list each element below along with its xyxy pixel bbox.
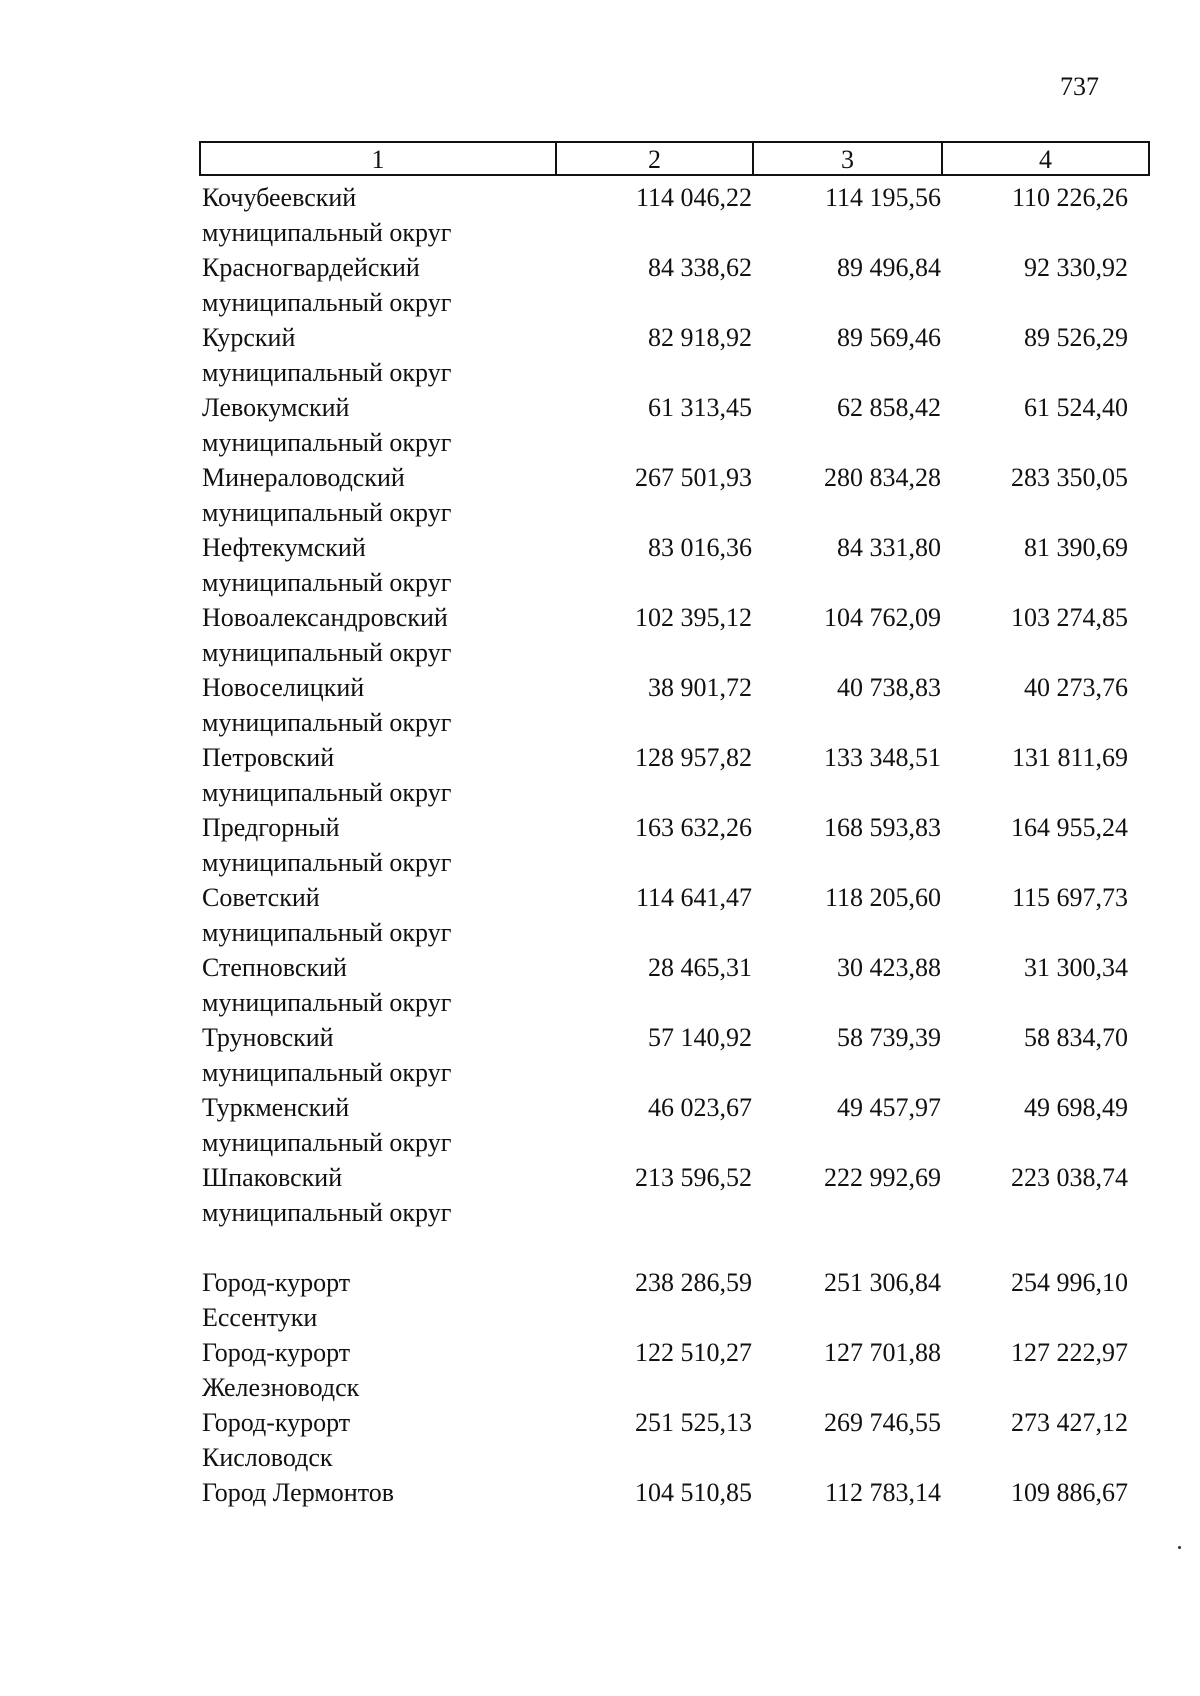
row-name-line: Новоалександровский <box>202 603 448 632</box>
value-col-3: 84 331,80 <box>837 533 941 562</box>
page-number: 737 <box>1060 72 1099 101</box>
row-name-line: Красногвардейский <box>202 253 420 282</box>
value-col-2: 102 395,12 <box>635 603 752 632</box>
row-name <box>199 670 555 740</box>
table-row <box>199 670 1146 740</box>
value-col-3: 40 738,83 <box>837 673 941 702</box>
row-name-line: Левокумский <box>202 393 350 422</box>
row-name-line: Ессентуки <box>202 1303 318 1332</box>
column-header-4: 4 <box>1039 145 1052 174</box>
value-col-3: 168 593,83 <box>824 813 941 842</box>
value-col-3: 104 762,09 <box>824 603 941 632</box>
value-col-3: 58 739,39 <box>837 1023 941 1052</box>
row-name-line: муниципальный округ <box>202 568 452 597</box>
value-col-3: 62 858,42 <box>837 393 941 422</box>
value-col-2: 28 465,31 <box>648 953 752 982</box>
table-row <box>199 950 1146 1020</box>
value-col-4: 131 811,69 <box>1011 743 1128 772</box>
row-name <box>199 1265 555 1335</box>
row-name <box>199 250 555 320</box>
value-col-2: 238 286,59 <box>635 1268 752 1297</box>
row-name <box>199 1160 555 1230</box>
table-row <box>199 740 1146 810</box>
value-col-4: 103 274,85 <box>1011 603 1128 632</box>
value-col-4: 164 955,24 <box>1011 813 1128 842</box>
value-col-2: 267 501,93 <box>635 463 752 492</box>
value-col-2: 104 510,85 <box>635 1478 752 1507</box>
table-row <box>199 880 1146 950</box>
row-name-line: муниципальный округ <box>202 918 452 947</box>
value-col-4: 58 834,70 <box>1024 1023 1128 1052</box>
row-name-line: Город Лермонтов <box>202 1478 394 1507</box>
row-name-line: Город-курорт <box>202 1408 351 1437</box>
row-name-line: муниципальный округ <box>202 428 452 457</box>
value-col-3: 89 569,46 <box>837 323 941 352</box>
row-name-line: Туркменский <box>202 1093 350 1122</box>
row-name-line: Город-курорт <box>202 1268 351 1297</box>
row-name-line: Нефтекумский <box>202 533 366 562</box>
table-row <box>199 1020 1146 1090</box>
value-col-3: 222 992,69 <box>824 1163 941 1192</box>
row-name <box>199 1090 555 1160</box>
value-col-3: 269 746,55 <box>824 1408 941 1437</box>
value-col-2: 84 338,62 <box>648 253 752 282</box>
table-row <box>199 1090 1146 1160</box>
row-name-line: муниципальный округ <box>202 1058 452 1087</box>
value-col-4: 49 698,49 <box>1024 1093 1128 1122</box>
row-name-line: Предгорный <box>202 813 340 842</box>
row-name <box>199 880 555 950</box>
row-name-line: муниципальный округ <box>202 1198 452 1227</box>
row-name-line: Кочубеевский <box>202 183 357 212</box>
table-row <box>199 1335 1146 1405</box>
row-name-line: Курский <box>202 323 296 352</box>
value-col-2: 82 918,92 <box>648 323 752 352</box>
row-name-line: Город-курорт <box>202 1338 351 1367</box>
row-name <box>199 740 555 810</box>
value-col-4: 40 273,76 <box>1024 673 1128 702</box>
table-row <box>199 1475 1146 1510</box>
value-col-2: 57 140,92 <box>648 1023 752 1052</box>
row-name <box>199 810 555 880</box>
table-row <box>199 1405 1146 1475</box>
row-name <box>199 1020 555 1090</box>
table-row <box>199 1160 1146 1230</box>
value-col-3: 127 701,88 <box>824 1338 941 1367</box>
table-row <box>199 390 1146 460</box>
table-row <box>199 250 1146 320</box>
value-col-2: 251 525,13 <box>635 1408 752 1437</box>
value-col-2: 122 510,27 <box>635 1338 752 1367</box>
row-name-line: Петровский <box>202 743 335 772</box>
value-col-3: 133 348,51 <box>824 743 941 772</box>
row-name-line: муниципальный округ <box>202 848 452 877</box>
value-col-4: 109 886,67 <box>1011 1478 1128 1507</box>
row-name <box>199 460 555 530</box>
value-col-3: 30 423,88 <box>837 953 941 982</box>
value-col-4: 283 350,05 <box>1011 463 1128 492</box>
row-name-line: муниципальный округ <box>202 988 452 1017</box>
value-col-3: 280 834,28 <box>824 463 941 492</box>
table-body <box>199 180 1146 1510</box>
row-name-line: Новоселицкий <box>202 673 365 702</box>
row-name-line: Минераловодский <box>202 463 405 492</box>
value-col-4: 61 524,40 <box>1024 393 1128 422</box>
row-name <box>199 180 555 250</box>
row-name <box>199 390 555 460</box>
row-name-line: Шпаковский <box>202 1163 343 1192</box>
value-col-2: 128 957,82 <box>635 743 752 772</box>
value-col-3: 118 205,60 <box>824 883 941 912</box>
row-name-line: Железноводск <box>202 1373 360 1402</box>
value-col-2: 38 901,72 <box>648 673 752 702</box>
row-name-line: муниципальный округ <box>202 708 452 737</box>
row-name-line: Советский <box>202 883 320 912</box>
table-row <box>199 1265 1146 1335</box>
value-col-2: 213 596,52 <box>635 1163 752 1192</box>
scan-speck <box>1178 1546 1181 1549</box>
column-header-2: 2 <box>557 143 754 174</box>
row-name-line: муниципальный округ <box>202 358 452 387</box>
row-name <box>199 1475 555 1510</box>
value-col-4: 115 697,73 <box>1011 883 1128 912</box>
value-col-4: 110 226,26 <box>1011 183 1128 212</box>
value-col-2: 114 046,22 <box>635 183 752 212</box>
column-header-3: 3 <box>754 143 943 174</box>
row-name <box>199 950 555 1020</box>
value-col-4: 273 427,12 <box>1011 1408 1128 1437</box>
row-name-line: Кисловодск <box>202 1443 333 1472</box>
row-name-line: муниципальный округ <box>202 218 452 247</box>
row-name <box>199 530 555 600</box>
row-name-line: Степновский <box>202 953 347 982</box>
value-col-4: 31 300,34 <box>1024 953 1128 982</box>
value-col-2: 163 632,26 <box>635 813 752 842</box>
table-row <box>199 810 1146 880</box>
value-col-2: 46 023,67 <box>648 1093 752 1122</box>
row-name-line: муниципальный округ <box>202 288 452 317</box>
value-col-4: 92 330,92 <box>1024 253 1128 282</box>
row-name <box>199 600 555 670</box>
table-row <box>199 180 1146 250</box>
value-col-4: 254 996,10 <box>1011 1268 1128 1297</box>
value-col-3: 112 783,14 <box>824 1478 941 1507</box>
row-name <box>199 320 555 390</box>
value-col-3: 251 306,84 <box>824 1268 941 1297</box>
row-name-line: муниципальный округ <box>202 778 452 807</box>
row-name <box>199 1335 555 1405</box>
value-col-3: 49 457,97 <box>837 1093 941 1122</box>
value-col-3: 89 496,84 <box>837 253 941 282</box>
column-header-1: 1 <box>201 143 557 174</box>
value-col-4: 223 038,74 <box>1011 1163 1128 1192</box>
table-header <box>199 141 1150 176</box>
value-col-2: 61 313,45 <box>648 393 752 422</box>
table-row <box>199 320 1146 390</box>
value-col-4: 89 526,29 <box>1024 323 1128 352</box>
value-col-2: 114 641,47 <box>635 883 752 912</box>
row-name-line: Труновский <box>202 1023 334 1052</box>
table-row <box>199 460 1146 530</box>
value-col-3: 114 195,56 <box>824 183 941 212</box>
row-name-line: муниципальный округ <box>202 638 452 667</box>
table-row <box>199 600 1146 670</box>
value-col-2: 83 016,36 <box>648 533 752 562</box>
row-name-line: муниципальный округ <box>202 1128 452 1157</box>
value-col-4: 127 222,97 <box>1011 1338 1128 1367</box>
value-col-4: 81 390,69 <box>1024 533 1128 562</box>
row-name-line: муниципальный округ <box>202 498 452 527</box>
table-row <box>199 530 1146 600</box>
row-name <box>199 1405 555 1475</box>
